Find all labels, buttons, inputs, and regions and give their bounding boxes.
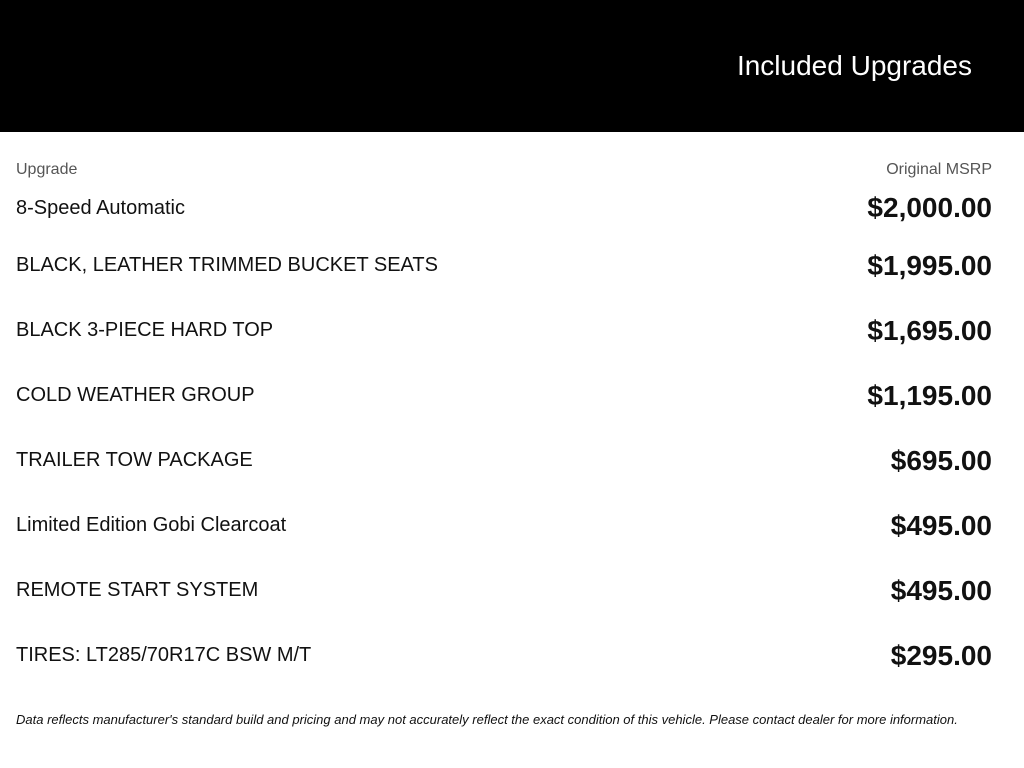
- upgrade-price: $495.00: [890, 574, 992, 606]
- upgrade-row: [16, 183, 992, 233]
- upgrade-name: Limited Edition Gobi Clearcoat: [16, 514, 287, 536]
- upgrade-row: [16, 428, 992, 493]
- upgrade-row: [16, 558, 992, 623]
- upgrade-row: [16, 493, 992, 558]
- upgrade-name: COLD WEATHER GROUP: [16, 384, 255, 406]
- upgrade-price: $695.00: [890, 444, 992, 476]
- upgrade-column-header: Upgrade: [16, 161, 78, 178]
- upgrade-row: [16, 623, 992, 688]
- upgrade-price: $1,195.00: [867, 379, 992, 411]
- upgrade-name: TRAILER TOW PACKAGE: [16, 449, 253, 471]
- upgrades-section: [0, 158, 1024, 688]
- page-title: Included Upgrades: [736, 50, 972, 81]
- upgrade-price: $1,995.00: [867, 249, 992, 281]
- pricing-disclaimer: Data reflects manufacturer's standard build and pricing and may not accurately reflect the exact condition of this vehicle. Please contact dealer for more information.: [16, 712, 958, 727]
- upgrade-name: 8-Speed Automatic: [16, 196, 185, 219]
- upgrade-name: TIRES: LT285/70R17C BSW M/T: [16, 644, 312, 666]
- upgrade-price: $2,000.00: [867, 192, 992, 223]
- upgrade-price: $295.00: [890, 639, 992, 671]
- upgrade-price: $495.00: [890, 509, 992, 541]
- column-headers: [16, 158, 992, 182]
- header-banner: [0, 0, 1024, 132]
- upgrade-price: $1,695.00: [867, 314, 992, 346]
- upgrade-name: BLACK 3-PIECE HARD TOP: [16, 319, 274, 341]
- upgrade-row: [16, 363, 992, 428]
- msrp-column-header: Original MSRP: [886, 161, 992, 178]
- upgrade-name: BLACK, LEATHER TRIMMED BUCKET SEATS: [16, 254, 438, 276]
- upgrade-name: REMOTE START SYSTEM: [16, 579, 259, 601]
- upgrade-row: [16, 233, 992, 298]
- upgrades-list: [16, 183, 992, 688]
- upgrade-row: [16, 298, 992, 363]
